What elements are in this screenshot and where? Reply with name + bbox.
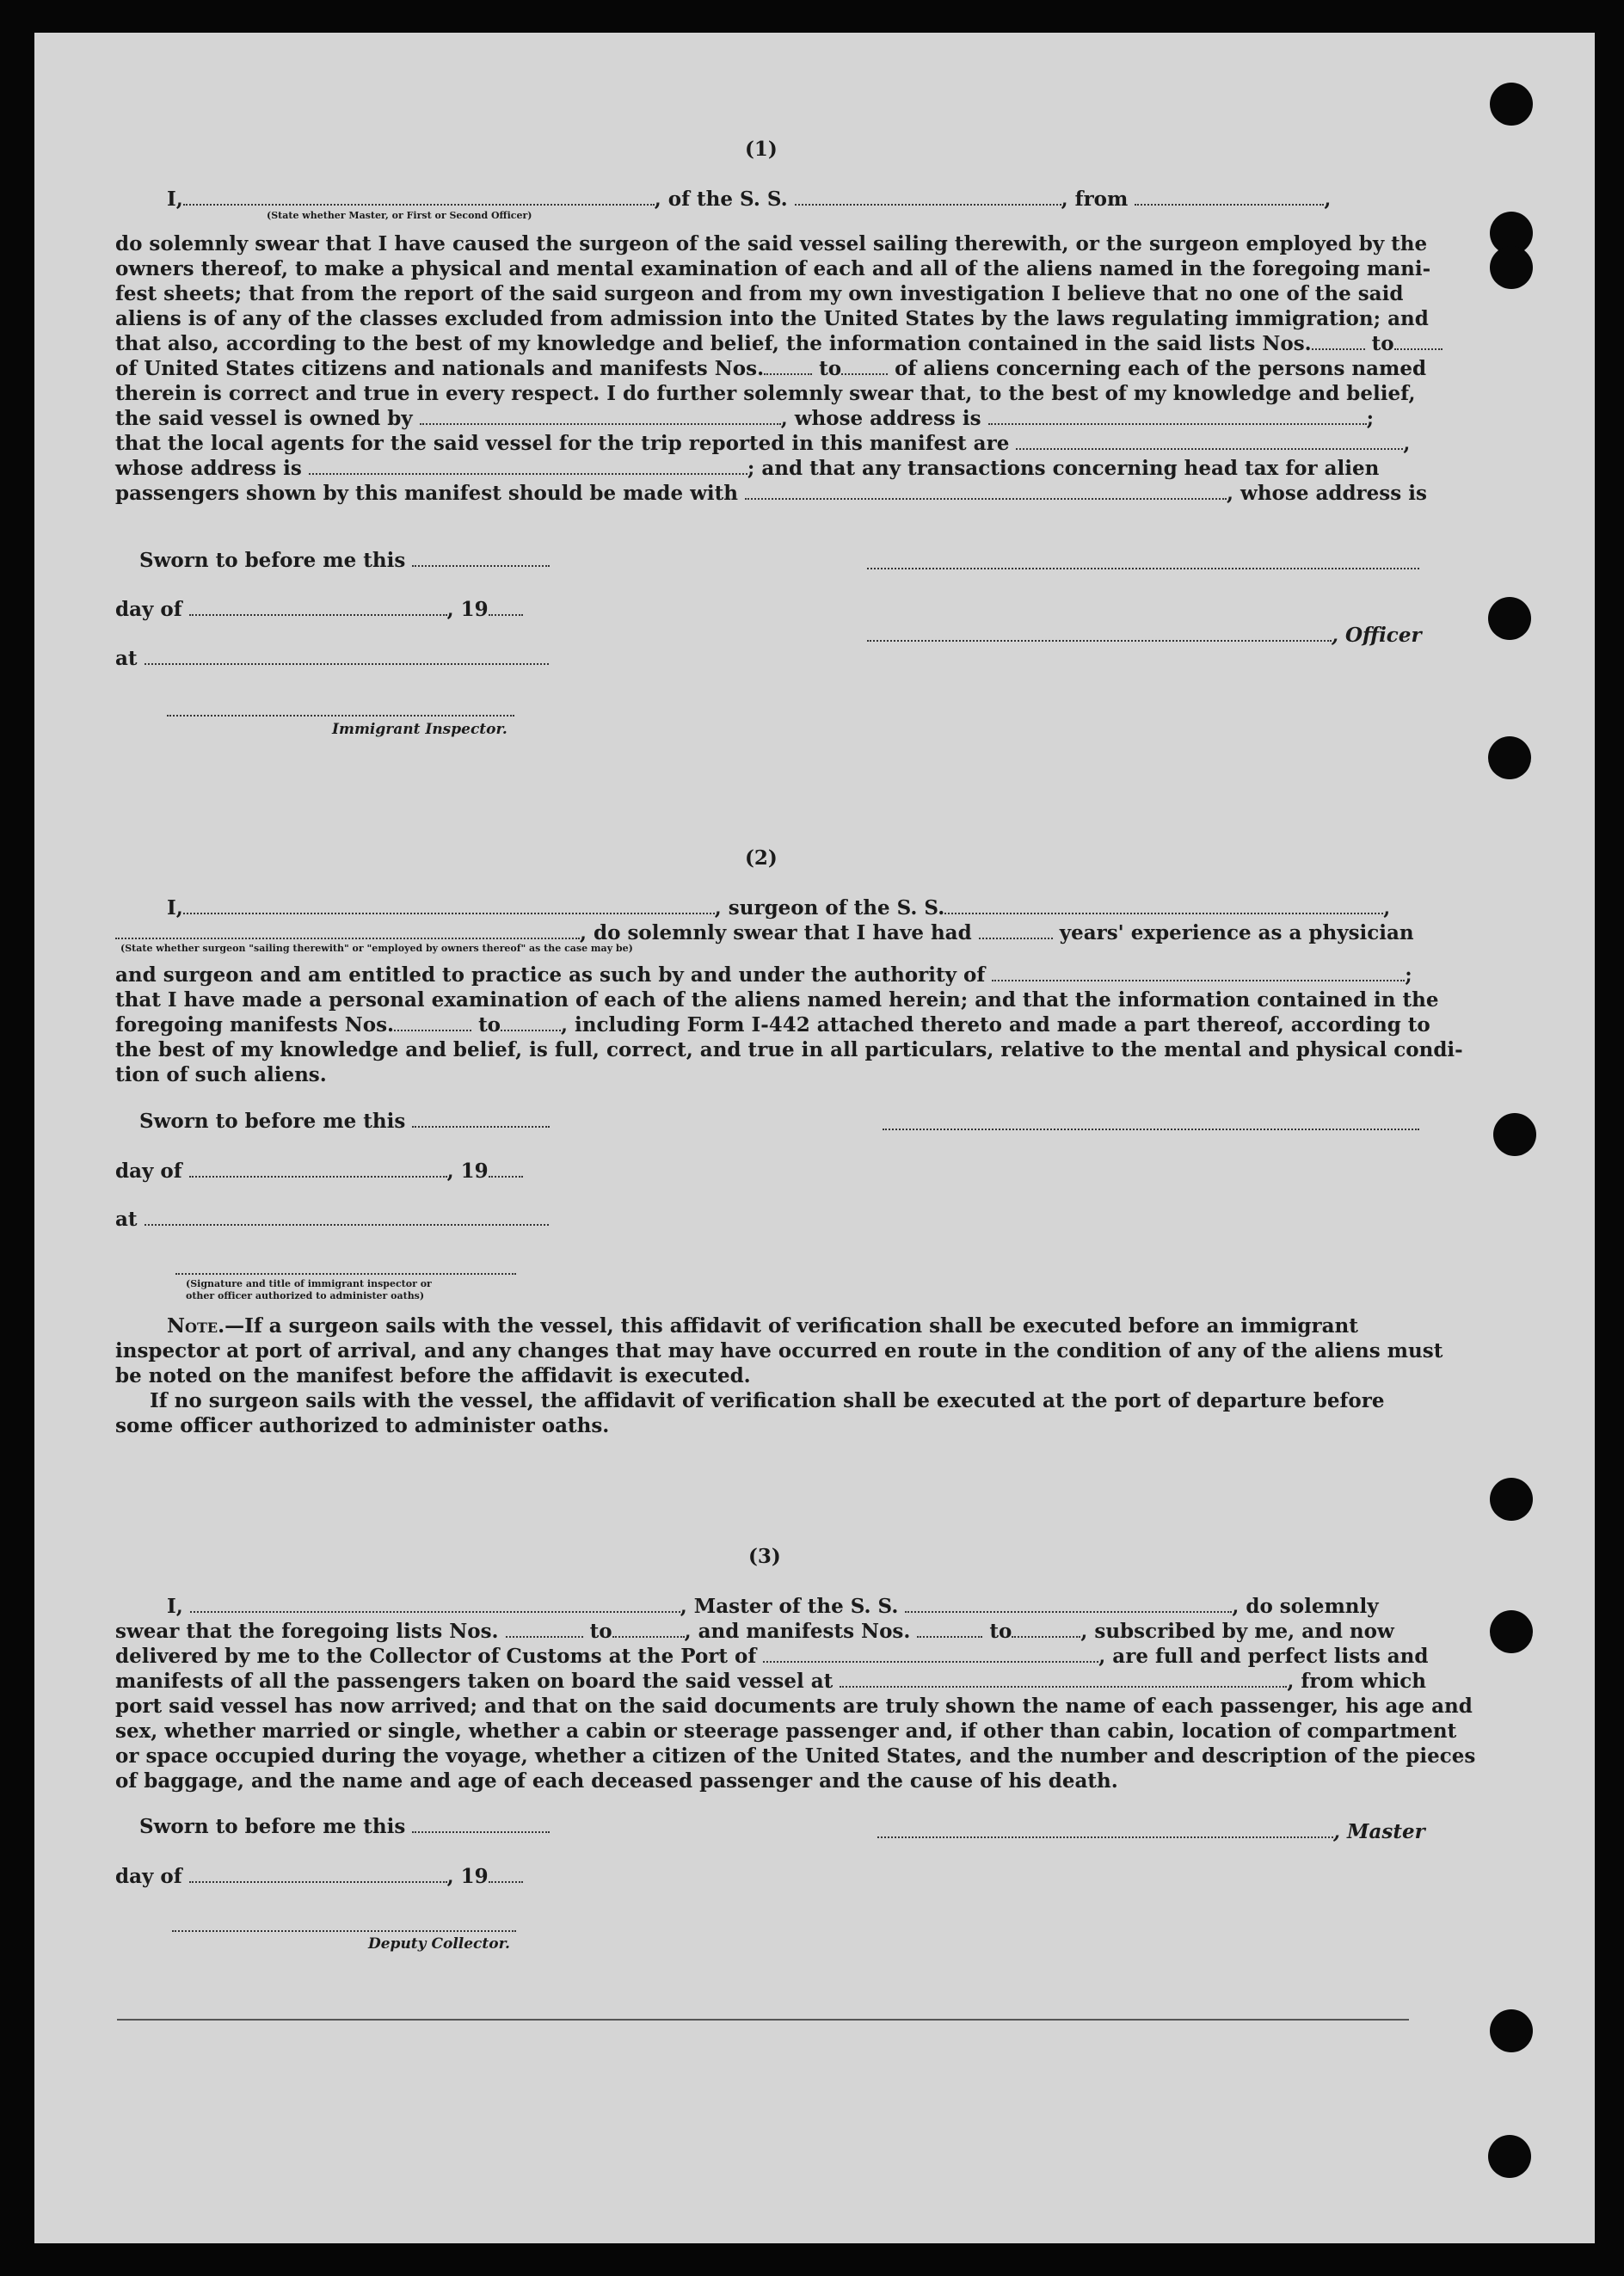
s2-paragraph-line: foregoing manifests Nos. to , including Form I-442 attached thereto and made a part thereof, according to <box>115 1013 1430 1037</box>
s2-line-swear: , do solemnly swear that I have had years' experience as a physician <box>115 921 1414 945</box>
s1-inspector-label: Immigrant Inspector. <box>332 721 508 738</box>
s1-sworn-line: Sworn to before me this <box>139 549 550 573</box>
s1-officer-line: , Officer <box>867 624 1422 648</box>
s1-paragraph-line: owners thereof, to make a physical and mental examination of each and all of the aliens named in the foregoing mani- <box>115 257 1431 280</box>
s3-sworn-line: Sworn to before me this <box>139 1815 550 1839</box>
s1-paragraph-line: whose address is ; and that any transactions concerning head tax for alien <box>115 457 1380 480</box>
note-label: Note. <box>167 1314 225 1338</box>
binder-hole <box>1493 1113 1536 1156</box>
s2-signature-line <box>883 1129 1419 1130</box>
s3-paragraph-line: port said vessel has now arrived; and that on the said documents are truly shown the name of each passenger, his age and <box>115 1695 1473 1718</box>
s2-paragraph-line: tion of such aliens. <box>115 1063 327 1086</box>
s1-paragraph-line: therein is correct and true in every respect. I do further solemnly swear that, to the best of my knowledge and belief, <box>115 382 1416 405</box>
s2-note-line: inspector at port of arrival, and any changes that may have occurred en route in the condition of any of the aliens must <box>115 1339 1443 1363</box>
s1-day-line: day of , 19 <box>115 598 523 622</box>
s2-paragraph-line: that I have made a personal examination of each of the aliens named herein; and that the information contained in the <box>115 988 1439 1012</box>
section-2-number: (2) <box>745 846 778 870</box>
binder-hole <box>1488 597 1531 640</box>
binder-hole <box>1490 1478 1533 1521</box>
s3-paragraph-line: manifests of all the passengers taken on board the said vessel at , from which <box>115 1670 1427 1693</box>
s3-line-master: I, , Master of the S. S. , do solemnly <box>167 1595 1379 1618</box>
s3-paragraph-line: of baggage, and the name and age of each deceased passenger and the cause of his death. <box>115 1769 1118 1793</box>
section-1-number: (1) <box>745 138 778 161</box>
binder-hole <box>1488 2135 1531 2178</box>
s1-officer-caption: (State whether Master, or First or Second Officer) <box>267 210 532 221</box>
s2-paragraph-line: and surgeon and am entitled to practice as such by and under the authority of ; <box>115 963 1412 987</box>
s2-surgeon-caption: (State whether surgeon "sailing therewith" or "employed by owners thereof" as the case may be) <box>120 943 633 954</box>
s2-note-line: Note.—If a surgeon sails with the vessel, this affidavit of verification shall be executed before an immigrant <box>167 1314 1358 1338</box>
s2-note-line: If no surgeon sails with the vessel, the affidavit of verification shall be executed at the port of departure before <box>150 1389 1385 1412</box>
s2-signature-caption: (Signature and title of immigrant inspector or <box>186 1278 432 1289</box>
s2-line-surgeon: I, , surgeon of the S. S. , <box>167 896 1391 920</box>
s3-paragraph-line: or space occupied during the voyage, whether a citizen of the United States, and the number and description of the pieces <box>115 1744 1476 1768</box>
s2-signature-title-line <box>175 1273 516 1275</box>
s2-note-line: be noted on the manifest before the affidavit is executed. <box>115 1364 751 1387</box>
s1-paragraph-line: of United States citizens and nationals and manifests Nos. to of aliens concerning each of the persons named <box>115 357 1427 380</box>
s3-collector-line <box>172 1930 516 1932</box>
s1-paragraph-line: fest sheets; that from the report of the said surgeon and from my own investigation I believe that no one of the said <box>115 282 1404 305</box>
s1-paragraph-line: do solemnly swear that I have caused the surgeon of the said vessel sailing therewith, or the surgeon employed by the <box>115 232 1428 255</box>
bottom-rule <box>117 2019 1409 2021</box>
s1-paragraph-line: that also, according to the best of my knowledge and belief, the information contained in the said lists Nos. to <box>115 332 1443 356</box>
s1-signature-line <box>867 568 1419 569</box>
s2-at-line: at <box>115 1208 549 1232</box>
s3-paragraph-line: delivered by me to the Collector of Customs at the Port of , are full and perfect lists and <box>115 1645 1429 1668</box>
s2-day-line: day of , 19 <box>115 1160 523 1184</box>
s1-paragraph-line: that the local agents for the said vessel for the trip reported in this manifest are , <box>115 432 1411 455</box>
s2-signature-caption: other officer authorized to administer oaths) <box>186 1290 425 1301</box>
s3-paragraph-line: sex, whether married or single, whether a cabin or steerage passenger and, if other than cabin, location of compartment <box>115 1719 1457 1743</box>
s3-master-line: , Master <box>877 1820 1425 1844</box>
s3-day-line: day of , 19 <box>115 1865 523 1889</box>
binder-hole <box>1490 1610 1533 1653</box>
s1-line-officer: I, , of the S. S. , from , <box>167 188 1332 211</box>
s3-paragraph-line: swear that the foregoing lists Nos. to , and manifests Nos. to , subscribed by me, and now <box>115 1620 1394 1643</box>
s1-paragraph-line: aliens is of any of the classes excluded from admission into the United States by the laws regulating immigration; and <box>115 307 1429 330</box>
s3-collector-label: Deputy Collector. <box>368 1935 510 1953</box>
binder-hole <box>1488 736 1531 779</box>
binder-hole <box>1490 83 1533 126</box>
s1-paragraph-line: the said vessel is owned by , whose address is ; <box>115 407 1375 430</box>
document-page <box>34 33 1595 2243</box>
s2-paragraph-line: the best of my knowledge and belief, is full, correct, and true in all particulars, relative to the mental and physical condi- <box>115 1038 1463 1061</box>
s1-at-line: at <box>115 647 549 671</box>
section-3-number: (3) <box>748 1545 781 1568</box>
s1-paragraph-line: passengers shown by this manifest should be made with , whose address is <box>115 482 1427 505</box>
s2-note-line: some officer authorized to administer oaths. <box>115 1414 610 1437</box>
binder-hole <box>1490 246 1533 289</box>
s1-inspector-line <box>167 715 514 717</box>
s2-sworn-line: Sworn to before me this <box>139 1110 550 1134</box>
binder-hole <box>1490 2009 1533 2052</box>
